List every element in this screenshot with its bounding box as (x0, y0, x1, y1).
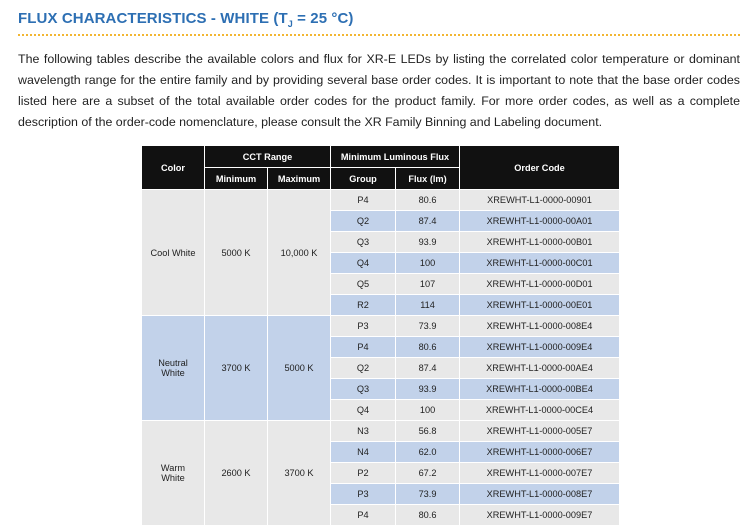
order-code-cell: XREWHT-L1-0000-00BE4 (460, 379, 620, 400)
flux-cell: 107 (396, 274, 460, 295)
order-code-cell: XREWHT-L1-0000-007E7 (460, 463, 620, 484)
cct-min-cell: 5000 K (205, 190, 268, 316)
col-group-header: Group (331, 168, 396, 190)
order-code-cell: XREWHT-L1-0000-00E01 (460, 295, 620, 316)
heading-subscript: J (287, 19, 293, 29)
flux-cell: 93.9 (396, 379, 460, 400)
col-cct-range-header: CCT Range (205, 146, 331, 168)
cct-min-cell: 3700 K (205, 316, 268, 421)
order-code-cell: XREWHT-L1-0000-00A01 (460, 211, 620, 232)
group-cell: Q5 (331, 274, 396, 295)
group-cell: Q3 (331, 379, 396, 400)
group-cell: R2 (331, 295, 396, 316)
group-cell: Q3 (331, 232, 396, 253)
flux-cell: 80.6 (396, 337, 460, 358)
flux-cell: 56.8 (396, 421, 460, 442)
section-heading (18, 10, 743, 29)
table-row (142, 316, 620, 337)
col-color-header: Color (142, 146, 205, 190)
order-code-cell: XREWHT-L1-0000-00AE4 (460, 358, 620, 379)
flux-cell: 93.9 (396, 232, 460, 253)
col-maximum-header: Maximum (268, 168, 331, 190)
flux-cell: 87.4 (396, 211, 460, 232)
color-cell: Cool White (142, 190, 205, 316)
flux-cell: 100 (396, 253, 460, 274)
col-minimum-header: Minimum (205, 168, 268, 190)
heading-divider (18, 34, 740, 36)
table-row (142, 190, 620, 211)
order-code-cell: XREWHT-L1-0000-006E7 (460, 442, 620, 463)
order-code-cell: XREWHT-L1-0000-008E4 (460, 316, 620, 337)
order-code-cell: XREWHT-L1-0000-008E7 (460, 484, 620, 505)
order-code-cell: XREWHT-L1-0000-009E7 (460, 505, 620, 526)
heading-prefix: FLUX CHARACTERISTICS - WHITE (T (18, 10, 288, 27)
cct-max-cell: 3700 K (268, 421, 331, 526)
flux-cell: 114 (396, 295, 460, 316)
cct-max-cell: 5000 K (268, 316, 331, 421)
color-cell: Neutral White (142, 316, 205, 421)
color-cell: Warm White (142, 421, 205, 526)
flux-table-body (142, 190, 620, 526)
flux-cell: 73.9 (396, 484, 460, 505)
flux-cell: 80.6 (396, 190, 460, 211)
group-cell: N4 (331, 442, 396, 463)
col-order-code-header: Order Code (460, 146, 620, 190)
order-code-cell: XREWHT-L1-0000-009E4 (460, 337, 620, 358)
group-cell: P3 (331, 484, 396, 505)
flux-cell: 80.6 (396, 505, 460, 526)
flux-cell: 62.0 (396, 442, 460, 463)
intro-paragraph: The following tables describe the available colors and flux for XR-E LEDs by listing the correlated color temperature or dominant wavelength range for the entire family and by providing several base order codes. It is important to note that the base order codes listed here are a subset of the total available order codes for the product family. For more order codes, as well as a complete description of the order-code nomenclature, please consult the XR Family Binning and Labeling document. (18, 52, 740, 129)
flux-table (141, 145, 620, 526)
order-code-cell: XREWHT-L1-0000-00C01 (460, 253, 620, 274)
cct-min-cell: 2600 K (205, 421, 268, 526)
group-cell: P3 (331, 316, 396, 337)
order-code-cell: XREWHT-L1-0000-00B01 (460, 232, 620, 253)
flux-cell: 100 (396, 400, 460, 421)
flux-cell: 73.9 (396, 316, 460, 337)
cct-max-cell: 10,000 K (268, 190, 331, 316)
order-code-cell: XREWHT-L1-0000-005E7 (460, 421, 620, 442)
col-min-flux-header: Minimum Luminous Flux (331, 146, 460, 168)
group-cell: Q2 (331, 358, 396, 379)
group-cell: P4 (331, 337, 396, 358)
group-cell: Q2 (331, 211, 396, 232)
flux-cell: 87.4 (396, 358, 460, 379)
order-code-cell: XREWHT-L1-0000-00901 (460, 190, 620, 211)
group-cell: Q4 (331, 253, 396, 274)
group-cell: P2 (331, 463, 396, 484)
group-cell: Q4 (331, 400, 396, 421)
group-cell: P4 (331, 190, 396, 211)
order-code-cell: XREWHT-L1-0000-00CE4 (460, 400, 620, 421)
group-cell: N3 (331, 421, 396, 442)
table-row (142, 421, 620, 442)
order-code-cell: XREWHT-L1-0000-00D01 (460, 274, 620, 295)
group-cell: P4 (331, 505, 396, 526)
heading-suffix: = 25 °C) (292, 10, 354, 27)
flux-cell: 67.2 (396, 463, 460, 484)
col-flux-header: Flux (lm) (396, 168, 460, 190)
